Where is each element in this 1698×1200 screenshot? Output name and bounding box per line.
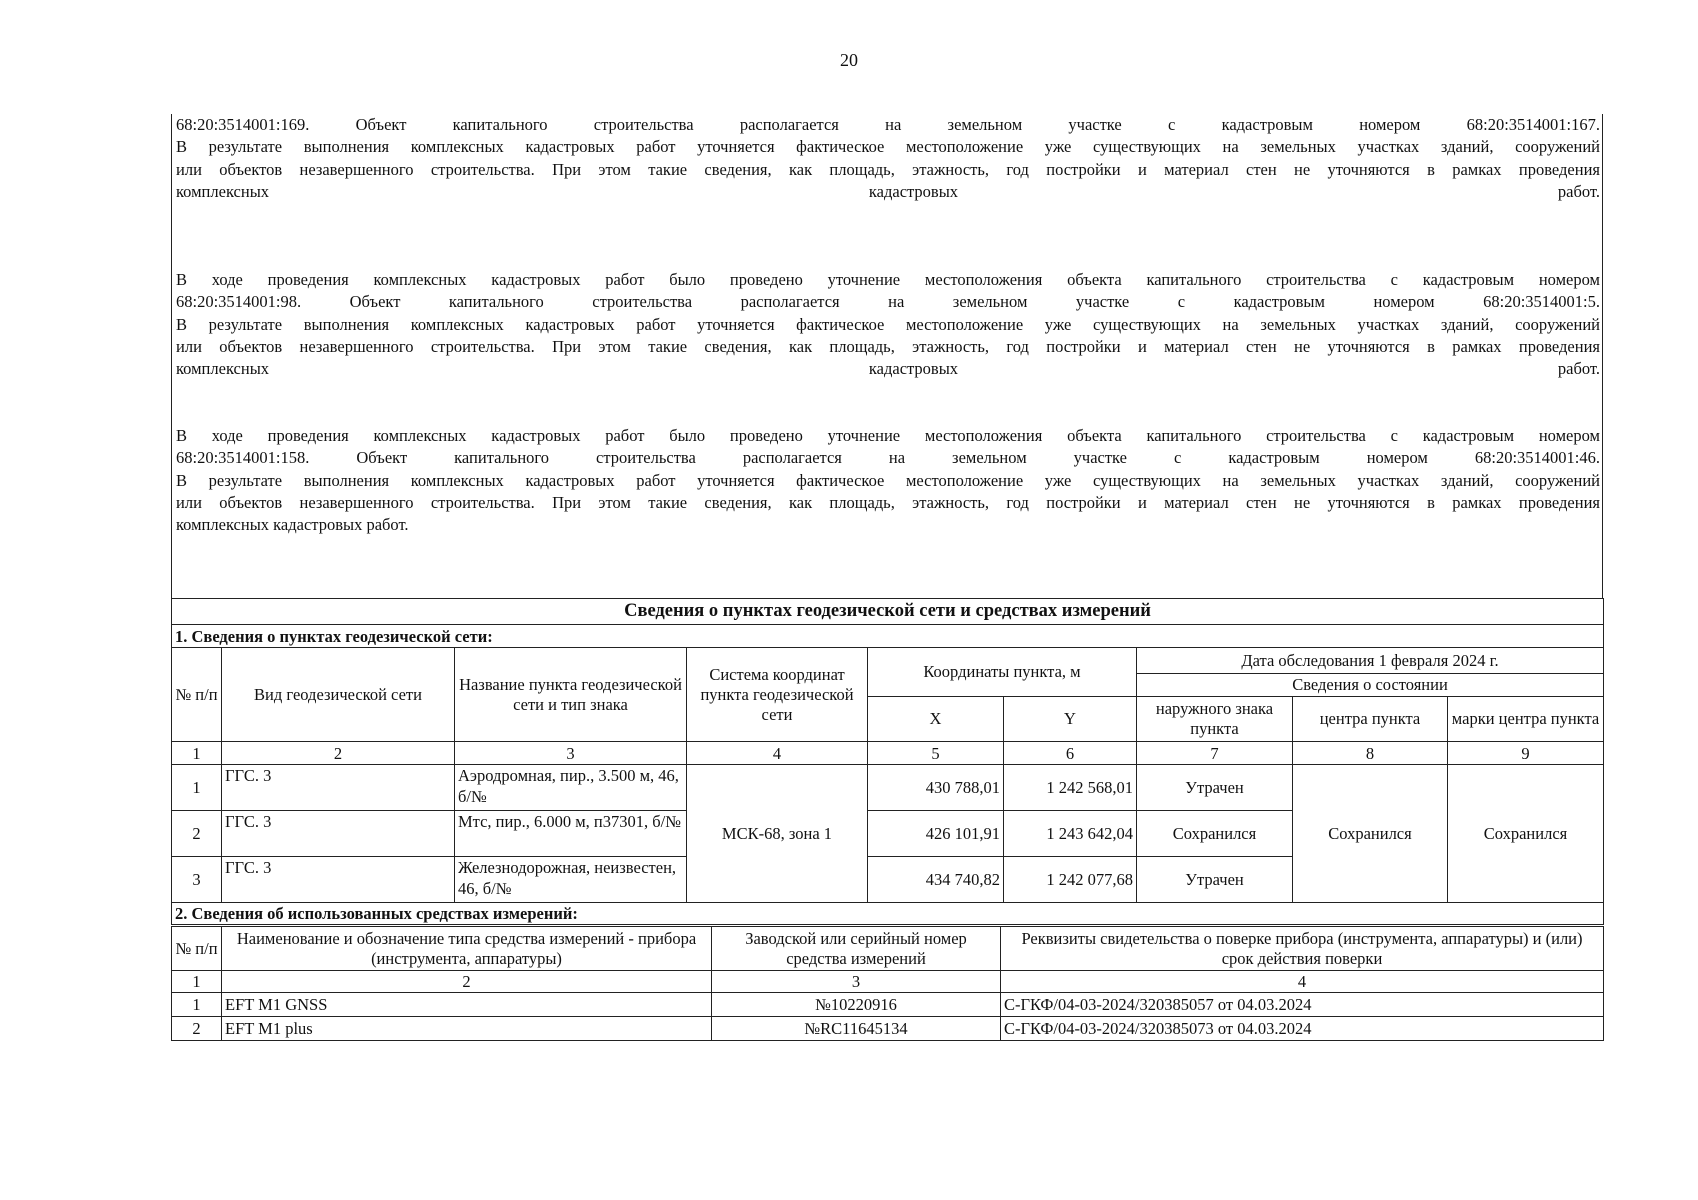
instr-name: EFT M1 GNSS [222, 993, 712, 1017]
instr-cert: С-ГКФ/04-03-2024/320385073 от 04.03.2024 [1001, 1017, 1604, 1041]
instr-header-serial: Заводской или серийный номер средства измерений [712, 927, 1001, 971]
col-number: 7 [1137, 742, 1293, 765]
paragraph-line: В результате выполнения комплексных кадастровых работ уточняется фактическое местоположение уже существующих на земельных участках зданий, сооружений [176, 137, 1600, 157]
center-value: Сохранился [1293, 765, 1448, 903]
paragraph-line: или объектов незавершенного строительства. При этом такие сведения, как площадь, этажность, год постройки и материал стен не уточняются в рамках проведения [176, 492, 1600, 512]
header-outer-sign: наружного знака пункта [1137, 697, 1293, 742]
table-row [172, 993, 1604, 1017]
paragraph-line: или объектов незавершенного строительства. При этом такие сведения, как площадь, этажность, год постройки и материал стен не уточняются в рамках проведения [176, 336, 1600, 356]
col-number: 1 [172, 742, 222, 765]
col-number: 3 [712, 971, 1001, 993]
paragraph-line: 68:20:3514001:98. Объект капитального строительства располагается на земельном участке с кадастровым номером 68:20:3514001:5. [176, 292, 1600, 312]
header-survey-date: Дата обследования 1 февраля 2024 г. [1137, 648, 1604, 674]
instr-header-num: № п/п [172, 927, 222, 971]
paragraph-line: В ходе проведения комплексных кадастровых работ было проведено уточнение местоположения объекта капитального строительства с кадастровым номером [176, 270, 1600, 289]
col-number: 2 [222, 971, 712, 993]
row-num: 3 [172, 857, 222, 903]
page-number: 20 [840, 50, 858, 70]
table-row [172, 1017, 1604, 1041]
row-point-name: Аэродромная, пир., 3.500 м, 46, б/№ [455, 765, 687, 811]
paragraph-line: комплексных кадастровых работ. [176, 515, 409, 535]
paragraph-line: В результате выполнения комплексных кадастровых работ уточняется фактическое местоположение уже существующих на земельных участках зданий, сооружений [176, 314, 1600, 334]
instr-serial: №10220916 [712, 993, 1001, 1017]
col-number: 9 [1448, 742, 1604, 765]
row-y: 1 242 077,68 [1004, 857, 1137, 903]
row-x: 430 788,01 [868, 765, 1004, 811]
header-center: центра пункта [1293, 697, 1448, 742]
row-y: 1 242 568,01 [1004, 765, 1137, 811]
instr-num: 2 [172, 1017, 222, 1041]
header-num: № п/п [172, 648, 222, 742]
header-state: Сведения о состоянии [1137, 674, 1604, 697]
row-outer-sign: Сохранился [1137, 811, 1293, 857]
header-x: X [868, 697, 1004, 742]
paragraph-line: комплексных кадастровых работ. [176, 359, 1600, 379]
section-1-heading: 1. Сведения о пунктах геодезической сети: [172, 625, 1604, 648]
paragraph-1 [176, 114, 1600, 203]
paragraph-2 [176, 269, 1600, 380]
col-number: 6 [1004, 742, 1137, 765]
instr-header-name: Наименование и обозначение типа средства измерений - прибора (инструмента, аппаратуры) [222, 927, 712, 971]
paragraph-line: В ходе проведения комплексных кадастровых работ было проведено уточнение местоположения объекта капитального строительства с кадастровым номером [176, 426, 1600, 445]
col-number: 4 [1001, 971, 1604, 993]
instr-name: EFT M1 plus [222, 1017, 712, 1041]
row-point-name: Мтс, пир., 6.000 м, п37301, б/№ [455, 811, 687, 857]
row-outer-sign: Утрачен [1137, 765, 1293, 811]
paragraph-line: комплексных кадастровых работ. [176, 181, 1600, 201]
paragraph-line: В результате выполнения комплексных кадастровых работ уточняется фактическое местоположение уже существующих на земельных участках зданий, сооружений [176, 470, 1600, 490]
header-point-name: Название пункта геодезической сети и тип знака [455, 648, 687, 742]
header-coord-system: Система координат пункта геодезической сети [687, 648, 868, 742]
coord-system-value: МСК-68, зона 1 [687, 765, 868, 903]
instr-serial: №RC11645134 [712, 1017, 1001, 1041]
instr-cert: С-ГКФ/04-03-2024/320385057 от 04.03.2024 [1001, 993, 1604, 1017]
geodetic-table [171, 598, 1604, 925]
row-network-type: ГГС. 3 [222, 811, 455, 857]
header-center-mark: марки центра пункта [1448, 697, 1604, 742]
header-network-type: Вид геодезической сети [222, 648, 455, 742]
row-y: 1 243 642,04 [1004, 811, 1137, 857]
instruments-table [171, 926, 1604, 1041]
instr-num: 1 [172, 993, 222, 1017]
row-network-type: ГГС. 3 [222, 857, 455, 903]
row-num: 1 [172, 765, 222, 811]
paragraph-line: 68:20:3514001:158. Объект капитального строительства располагается на земельном участке с кадастровым номером 68:20:3514001:46. [176, 448, 1600, 468]
col-number: 2 [222, 742, 455, 765]
header-coords: Координаты пункта, м [868, 648, 1137, 697]
col-number: 1 [172, 971, 222, 993]
col-number: 8 [1293, 742, 1448, 765]
row-point-name: Железнодорожная, неизвестен, 46, б/№ [455, 857, 687, 903]
text-frame [171, 114, 1603, 598]
table-row [172, 765, 1604, 811]
row-num: 2 [172, 811, 222, 857]
row-outer-sign: Утрачен [1137, 857, 1293, 903]
center-mark-value: Сохранился [1448, 765, 1604, 903]
col-number: 4 [687, 742, 868, 765]
paragraph-line: или объектов незавершенного строительства. При этом такие сведения, как площадь, этажность, год постройки и материал стен не уточняются в рамках проведения [176, 159, 1600, 179]
instr-header-cert: Реквизиты свидетельства о поверке прибора (инструмента, аппаратуры) и (или) срок действия поверки [1001, 927, 1604, 971]
col-number: 3 [455, 742, 687, 765]
row-x: 434 740,82 [868, 857, 1004, 903]
header-y: Y [1004, 697, 1137, 742]
section-2-heading: 2. Сведения об использованных средствах измерений: [172, 903, 1604, 925]
row-network-type: ГГС. 3 [222, 765, 455, 811]
paragraph-line: 68:20:3514001:169. Объект капитального строительства располагается на земельном участке с кадастровым номером 68:20:3514001:167. [176, 115, 1600, 134]
col-number: 5 [868, 742, 1004, 765]
paragraph-3 [176, 425, 1600, 536]
geodetic-title: Сведения о пунктах геодезической сети и средствах измерений [172, 599, 1604, 625]
row-x: 426 101,91 [868, 811, 1004, 857]
